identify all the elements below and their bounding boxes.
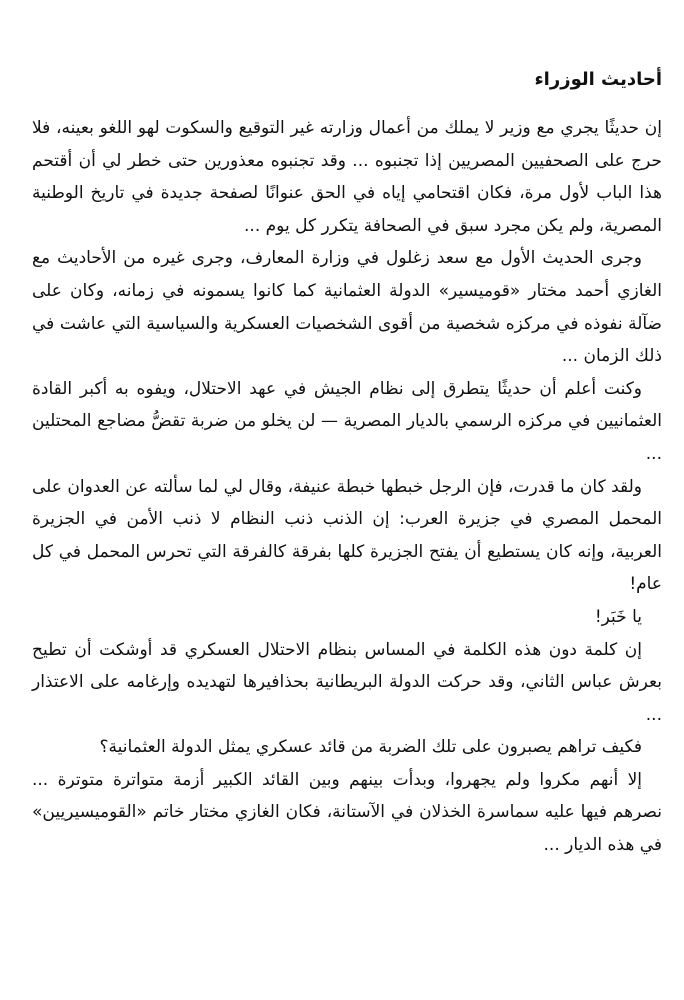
paragraph-2: وجرى الحديث الأول مع سعد زغلول في وزارة المعارف، وجرى غيره من الأحاديث مع الغازي أحمد مختار «قوميسير» الدولة العثمانية كما كانوا يسمونه في زمانه، وكان على ضآلة نفوذه في مركزه شخصية من أقوى الشخصيات العسكرية والسياسية التي عاشت في ذلك الزمان ... [32,248,662,367]
paragraph-4: ولقد كان ما قدرت، فإن الرجل خبطها خبطة عنيفة، وقال لي لما سألته عن العدوان على المحمل المصري في جزيرة العرب: إن الذنب ذنب النظام لا ذنب الأمن في الجزيرة العربية، وإنه كان يستطيع أن يفتح الجزيرة كلها بفرقة كالفرقة التي تحرس المحمل في كل عام! [32,476,662,595]
paragraph-8: إلا أنهم مكروا ولم يجهروا، وبدأت بينهم وبين القائد الكبير أزمة متواترة متوترة ... نصرهم فيها عليه سماسرة الخذلان في الآستانة، فكان الغازي مختار خاتم «القوميسيريين» في هذه الديار ... [32,769,662,856]
paragraph-5: يا خَبَر! [594,606,642,627]
article-body [32,62,662,862]
paragraph-1: إن حديثًا يجري مع وزير لا يملك من أعمال وزارته غير التوقيع والسكوت لهو اللغو بعينه، فلا حرج على الصحفيين المصريين إذا تجنبوه ... وقد تجنبوه معذورين حتى خطر لي أن أقتحم هذا الباب لأول مرة، فكان اقتحامي إياه في الحق عنوانًا لصفحة جديدة في تاريخ الوطنية المصرية، ولم يكن مجرد سبق في الصحافة يتكرر كل يوم ... [32,118,662,236]
paragraph-7: فكيف تراهم يصبرون على تلك الضربة من قائد عسكري يمثل الدولة العثمانية؟ [99,737,642,758]
paragraph-6: إن كلمة دون هذه الكلمة في المساس بنظام الاحتلال العسكري قد أوشكت أن تطيح بعرش عباس الثاني، وقد حركت الدولة البريطانية بحذافيرها لتهديده وإرغامه على الاعتذار ... [32,639,662,725]
paragraph-3: وكنت أعلم أن حديثًا يتطرق إلى نظام الجيش في عهد الاحتلال، ويفوه به أكبر القادة العثمانيين في مركزه الرسمي بالديار المصرية — لن يخلو من ضربة تقضُّ مضاجع المحتلين ... [32,378,662,464]
article-heading: أحاديث الوزراء [534,69,662,90]
